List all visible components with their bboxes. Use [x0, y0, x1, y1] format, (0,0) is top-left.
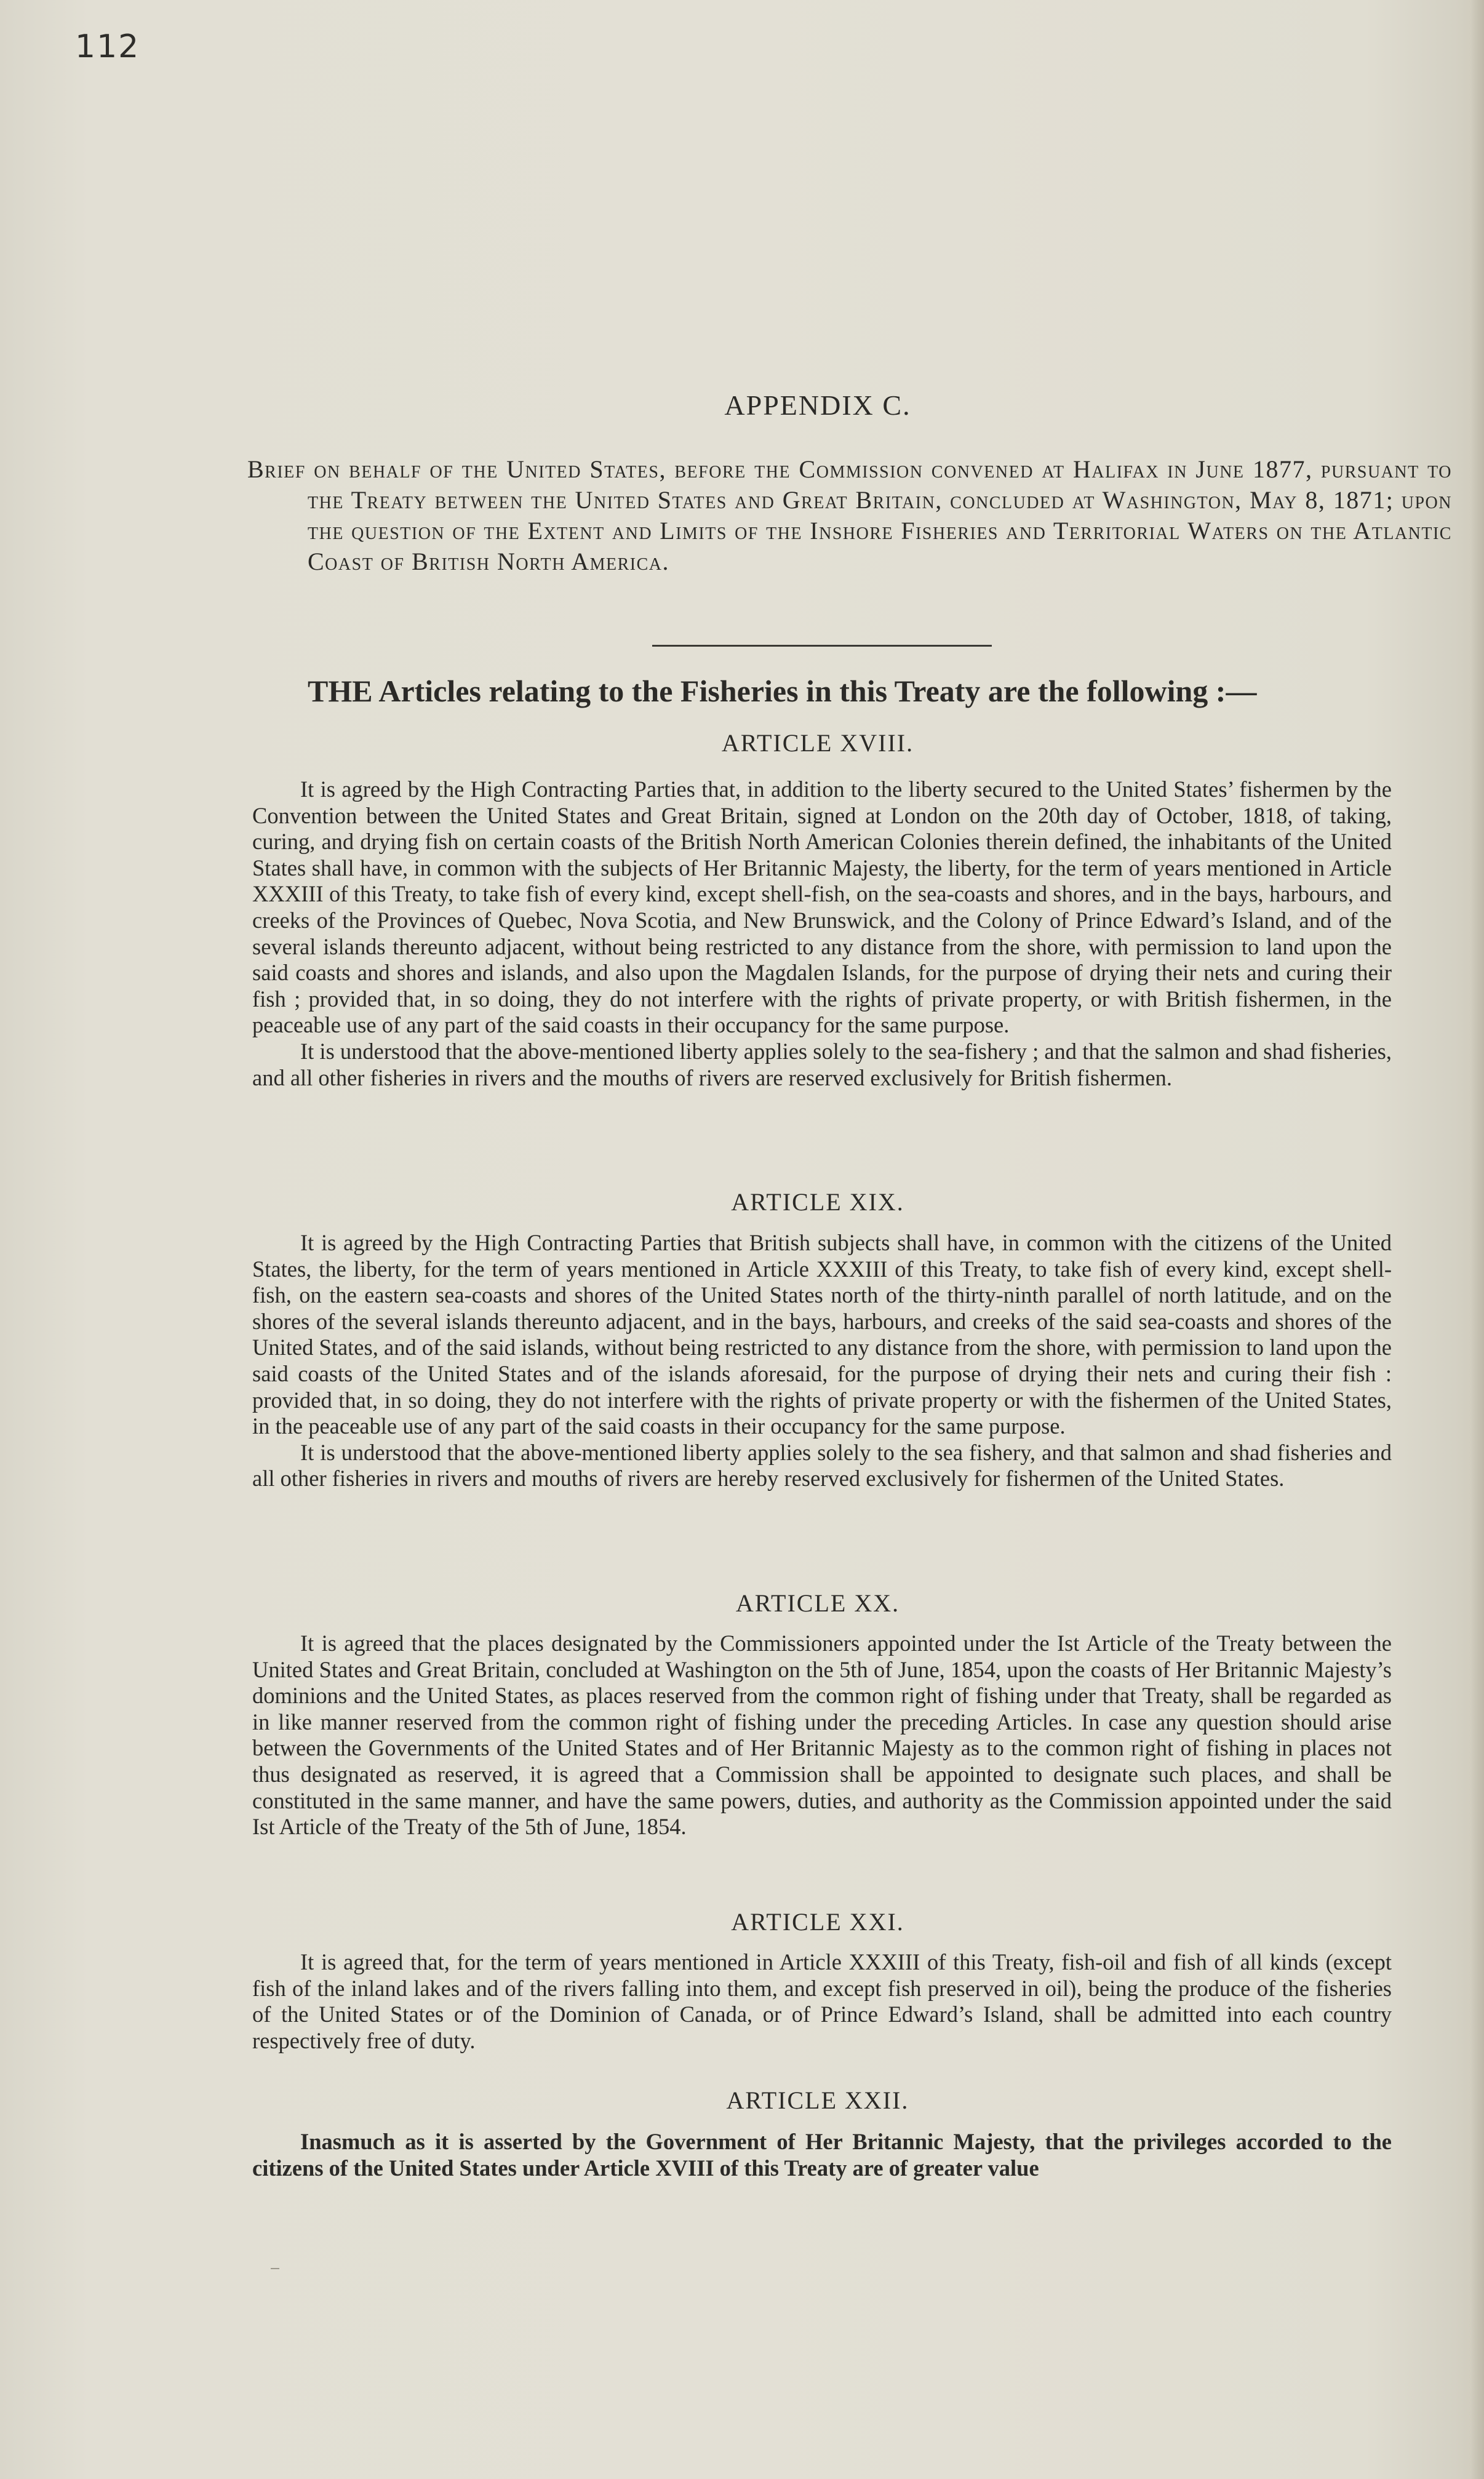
- brief-heading: Brief on behalf of the United States, before the Commission convened at Halifax in June 1877, pursuant to the Treaty between the United States and Great Britain, concluded at Washington, May 8, 1871; upon the question of the Extent and Limits of the Inshore Fisheries and Territorial Waters on the Atlantic Coast of British North America.: [247, 455, 1452, 575]
- article-heading-xix: ARTICLE XIX.: [731, 1188, 904, 1216]
- article-heading-xx: ARTICLE XX.: [735, 1589, 900, 1617]
- article-paragraph: It is agreed that the places designated by the Commissioners appointed under the Ist Article of the Treaty between the United States and Great Britain, concluded at Washington on the 5th of June, 1854, upon the coasts of Her Britannic Majesty’s dominions and the United States, as places reserved from the common right of fishing under that Treaty, shall be regarded as in like manner reserved from the common right of fishing under the preceding Articles. In case any question should arise between the Governments of the United States and of Her Britannic Majesty as to the common right of fishing in places not thus designated as reserved, it is agreed that a Commission shall be appointed to designate such places, and shall be constituted in the same manner, and have the same powers, duties, and authority as the Commission appointed under the said Ist Article of the Treaty of the 5th of June, 1854.: [252, 1631, 1392, 1840]
- article-body-xx: [252, 1631, 1392, 1840]
- article-heading-xxii: ARTICLE XXII.: [726, 2086, 909, 2114]
- article-heading-xviii: ARTICLE XVIII.: [721, 729, 914, 757]
- article-body-xviii: [252, 776, 1392, 1091]
- article-paragraph: It is agreed by the High Contracting Parties that, in addition to the liberty secured to the United States’ fishermen by the Convention between the United States and Great Britain, signed at London on the 20th day of October, 1818, of taking, curing, and drying fish on certain coasts of the British North American Colonies therein defined, the inhabitants of the United States shall have, in common with the subjects of Her Britannic Majesty, the liberty, for the term of years mentioned in Article XXXIII of this Treaty, to take fish of every kind, except shell-fish, on the sea-coasts and shores, and in the bays, harbours, and creeks of the Provinces of Quebec, Nova Scotia, and New Brunswick, and the Colony of Prince Edward’s Island, and of the several islands thereunto adjacent, without being restricted to any distance from the shore, with permission to land upon the said coasts and shores and islands, and also upon the Magdalen Islands, for the purpose of drying their nets and curing their fish ; provided that, in so doing, they do not interfere with the rights of private property, or with British fishermen, in the peaceable use of any part of the said coasts in their occupancy for the same purpose.: [252, 776, 1392, 1038]
- article-heading-xxi: ARTICLE XXI.: [731, 1908, 904, 1936]
- article-paragraph: Inasmuch as it is asserted by the Government of Her Britannic Majesty, that the privileges accorded to the citizens of the United States under Article XVIII of this Treaty are of greater value: [252, 2129, 1392, 2181]
- article-body-xix: [252, 1230, 1392, 1492]
- appendix-title: APPENDIX C.: [724, 389, 911, 421]
- article-paragraph: It is agreed by the High Contracting Parties that British subjects shall have, in common with the citizens of the United States, the liberty, for the term of years mentioned in Article XXXIII of this Treaty, to take fish of every kind, except shell-fish, on the eastern sea-coasts and shores of the United States north of the thirty-ninth parallel of north latitude, and on the shores of the several islands thereunto adjacent, and in the bays, harbours, and creeks of the said sea-coasts and shores of the United States, and of the said islands, without being restricted to any distance from the shore, with permission to land upon the said coasts of the United States and of the islands aforesaid, for the purpose of drying their nets and curing their fish : provided that, in so doing, they do not interfere with the rights of private property or with the fishermen of the United States, in the peaceable use of any part of the said coasts in their occupancy for the same purpose.: [252, 1230, 1392, 1439]
- article-body-xxii: [252, 2129, 1392, 2181]
- articles-intro: THE Articles relating to the Fisheries in this Treaty are the following :—: [308, 674, 1257, 708]
- article-paragraph: It is agreed that, for the term of years mentioned in Article XXXIII of this Treaty, fish-oil and fish of all kinds (except fish of the inland lakes and of the rivers falling into them, and except fish preserved in oil), being the produce of the fisheries of the United States or of the Dominion of Canada, or of Prince Edward’s Island, shall be admitted into each country respectively free of duty.: [252, 1949, 1392, 2053]
- section-divider: [652, 645, 992, 647]
- ink-mark: [271, 2268, 279, 2269]
- page-number: 112: [75, 28, 140, 65]
- article-paragraph: It is understood that the above-mentioned liberty applies solely to the sea fishery, and that salmon and shad fisheries and all other fisheries in rivers and mouths of rivers are hereby reserved exclusively for fishermen of the United States.: [252, 1439, 1392, 1491]
- article-paragraph: It is understood that the above-mentioned liberty applies solely to the sea-fishery ; and that the salmon and shad fisheries, and all other fisheries in rivers and the mouths of rivers are reserved exclusively for British fishermen.: [252, 1038, 1392, 1090]
- article-body-xxi: [252, 1949, 1392, 2054]
